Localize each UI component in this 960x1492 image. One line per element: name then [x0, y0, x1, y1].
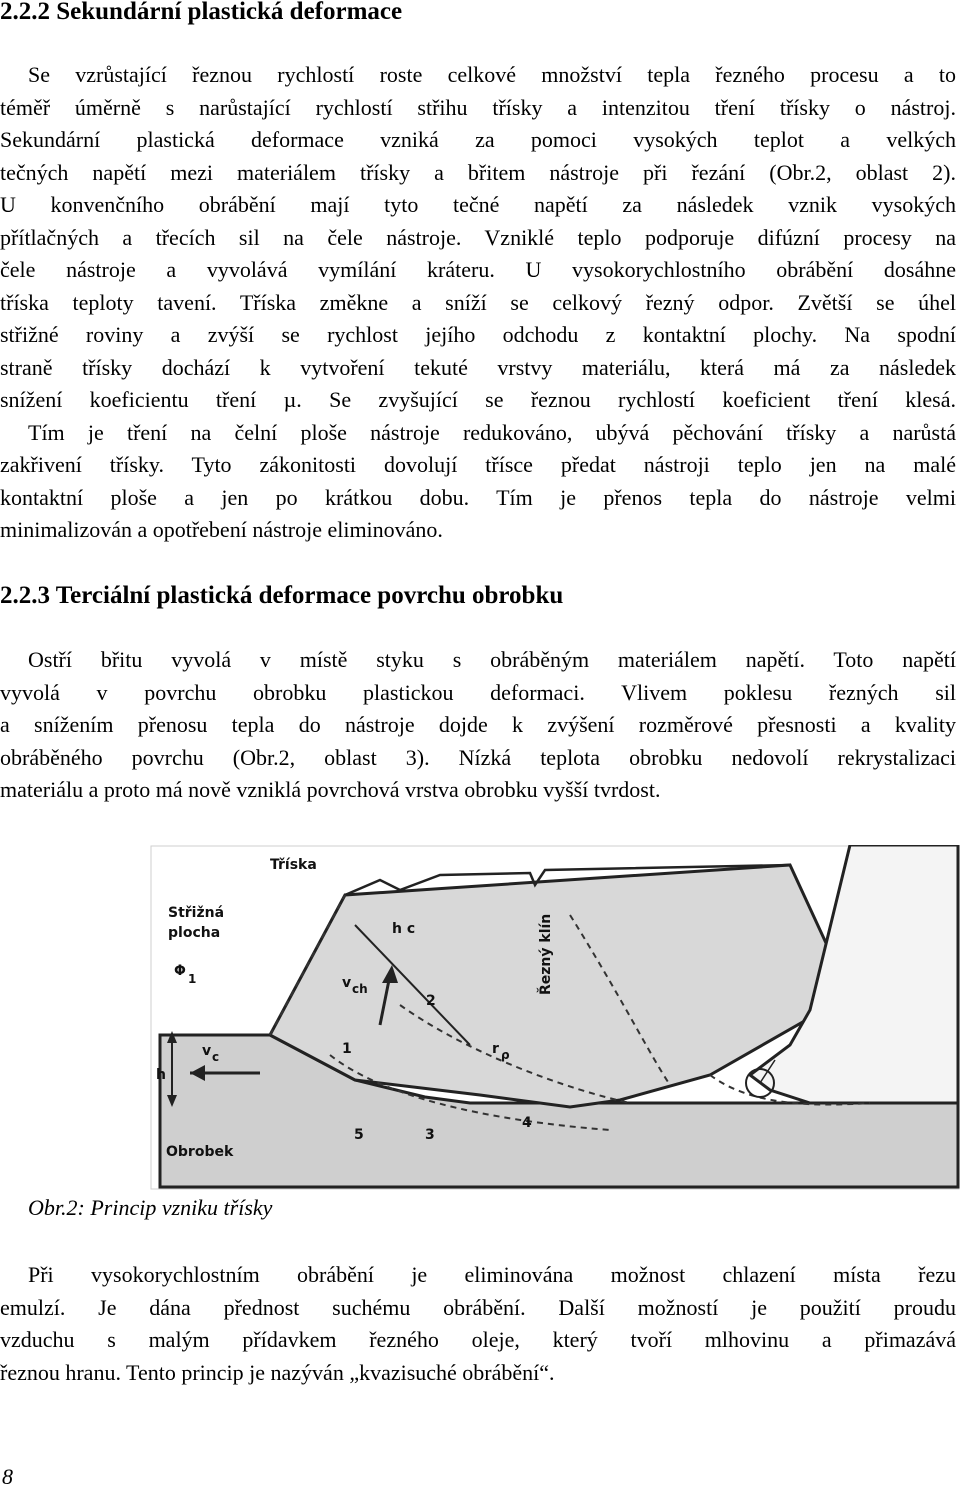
label-obrobek: Obrobek — [166, 1144, 234, 1160]
label-hc: h c — [392, 921, 416, 937]
text-line: Při vysokorychlostním obrábění je eliminována možnost chlazení místa řezu — [28, 1262, 956, 1287]
text-line: vzduchu s malým přídavkem řezného oleje, který tvoří mlhovinu a přimazává — [0, 1327, 956, 1352]
text-line: čele nástroje a vyvolává vymílání kráteru. U vysokorychlostního obrábění dosáhne — [0, 257, 956, 282]
figure-caption: Obr.2: Princip vzniku třísky — [28, 1195, 273, 1220]
label-phi-sub: 1 — [188, 972, 197, 986]
label-zone-1: 1 — [342, 1041, 352, 1057]
text-line: straně třísky dochází k vytvoření tekuté vrstvy materiálu, která má za následek — [0, 354, 956, 380]
label-zone-3: 3 — [425, 1127, 435, 1143]
label-strizna: Střižná — [168, 905, 225, 921]
text-line: U konvenčního obrábění mají tyto tečné napětí za následek vznik vysokých — [0, 192, 956, 217]
label-plocha: plocha — [168, 925, 221, 941]
text-line: přítlačných a třecích sil na čele nástroje. Vzniklé teplo podporuje difúzní procesy na — [0, 224, 956, 250]
text-line: obráběného povrchu (Obr.2, oblast 3). Nízká teplota obrobku nedovolí rekrystalizaci — [0, 744, 956, 770]
label-zone-2: 2 — [426, 993, 436, 1009]
text-line: střižné roviny a zvýší se rychlost jejího odchodu z kontaktní plochy. Na spodní — [0, 322, 956, 347]
section-heading-2-2-3: 2.2.3 Terciální plastická deformace povrchu obrobku — [0, 582, 564, 609]
text-line: Sekundární plastická deformace vzniká za pomoci vysokých teplot a velkých — [0, 127, 956, 152]
text-line: emulzí. Je dána přednost suchému obrábění. Další možností je použití proudu — [0, 1294, 956, 1320]
label-rezny-klin: Řezný klín — [538, 913, 554, 995]
text-line: snížení koeficientu tření µ. Se zvyšující se řeznou rychlostí koeficient tření klesá. — [0, 387, 956, 412]
label-vc-sub: c — [212, 1050, 220, 1064]
text-line: zakřivení třísky. Tyto zákonitosti dovolují třísce předat nástroji teplo jen na malé — [0, 452, 956, 477]
text-line: Tím je tření na čelní ploše nástroje redukováno, ubývá pěchování třísky a narůstá — [28, 419, 956, 445]
label-rp: r — [492, 1041, 499, 1057]
paragraph-secondary-deformation — [0, 59, 956, 547]
text-line: Ostří břitu vyvolá v místě styku s obráběným materiálem napětí. Toto napětí — [28, 647, 956, 672]
page-number: 8 — [2, 1464, 13, 1489]
text-line: minimalizován a opotřebení nástroje eliminováno. — [0, 517, 443, 542]
label-rp-sub: ρ — [501, 1048, 510, 1062]
label-vc: v — [202, 1043, 212, 1059]
chip-formation-diagram — [150, 845, 960, 1190]
chip-formation-figure — [150, 845, 960, 1190]
label-h: h — [156, 1067, 166, 1083]
label-vch-sub: ch — [352, 982, 368, 996]
text-line: kontaktní ploše a jen po krátkou dobu. Tím je přenos tepla do nástroje velmi — [0, 484, 956, 510]
text-line: vyvolá v povrchu obrobku plastickou deformaci. Vlivem poklesu řezných sil — [0, 679, 956, 705]
text-line: materiálu a proto má nově vzniklá povrchová vrstva obrobku vyšší tvrdost. — [0, 777, 661, 802]
paragraph-dry-machining — [0, 1259, 956, 1389]
label-vch: v — [342, 975, 352, 991]
text-line: téměř úměrně s narůstající rychlostí střihu třísky a intenzitou tření třísky o nástroj. — [0, 94, 956, 120]
label-triska: Tříska — [270, 857, 317, 873]
text-line: a snížením přenosu tepla do nástroje dojde k zvýšení rozměrové přesnosti a kvality — [0, 712, 956, 737]
text-line: tříska teploty tavení. Tříska změkne a sníží se celkový řezný odpor. Zvětší se úhel — [0, 289, 956, 315]
paragraph-tertiary-deformation — [0, 644, 956, 807]
text-line: Se vzrůstající řeznou rychlostí roste celkové množství tepla řezného procesu a to — [28, 62, 956, 87]
label-zone-5: 5 — [354, 1127, 364, 1143]
section-heading-2-2-2: 2.2.2 Sekundární plastická deformace — [0, 0, 403, 25]
label-phi: Φ — [174, 963, 186, 979]
text-line: řeznou hranu. Tento princip je nazýván „kvazisuché obrábění“. — [0, 1359, 555, 1385]
label-zone-4: 4 — [522, 1115, 532, 1131]
text-line: tečných napětí mezi materiálem třísky a břitem nástroje při řezání (Obr.2, oblast 2). — [0, 159, 956, 185]
